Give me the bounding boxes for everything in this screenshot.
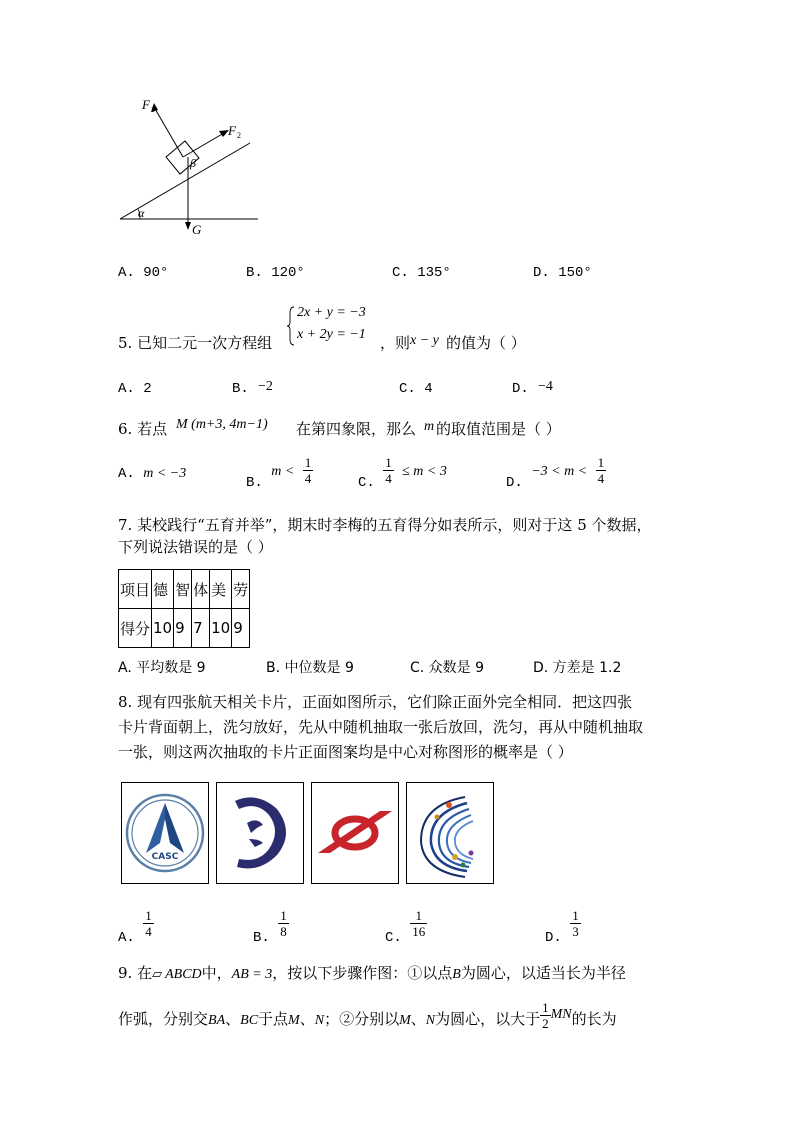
q8-option-d[interactable] (545, 908, 581, 947)
denominator: 4 (145, 924, 152, 939)
q4-option-a[interactable]: A. 90° (118, 265, 169, 281)
q8-option-b-label: B. (253, 930, 270, 947)
q9-line1 (118, 962, 626, 983)
force-diagram (110, 95, 270, 245)
q4-option-c[interactable]: C. 135° (392, 265, 451, 281)
q8-line1: 8. 现有四张航天相关卡片，正面如图所示，它们除正面外完全相同．把这四张 (118, 693, 633, 711)
table-cell: 7 (192, 609, 210, 648)
q9-m2: M (399, 1012, 411, 1028)
q9-point-b: B (452, 967, 461, 982)
q9-mn: MN (550, 1006, 572, 1022)
numerator: 1 (542, 1000, 549, 1015)
q6-option-b-label: B. (246, 475, 263, 492)
q5-option-c[interactable]: C. 4 (399, 381, 433, 397)
table-header-cell: 劳 (232, 570, 250, 609)
label-f2-sub: 2 (237, 131, 241, 140)
table-cell: 得分 (119, 609, 152, 648)
q9-half-frac (540, 1000, 551, 1031)
numerator: 1 (385, 455, 392, 470)
table-header-cell: 美 (210, 570, 232, 609)
q6-prefix: 6. 若点 (118, 420, 168, 438)
q9-l1-d: 为圆心，以适当长为半径 (460, 964, 626, 982)
label-alpha: α (138, 206, 145, 220)
denominator: 4 (597, 471, 605, 486)
table-header-cell: 智 (174, 570, 192, 609)
q9-n2: N (425, 1012, 436, 1028)
scores-table (118, 569, 250, 648)
q8-option-a[interactable] (118, 908, 154, 947)
orbits-logo-icon (407, 783, 493, 883)
q9-l1-b: 中， (201, 964, 232, 982)
q5-option-d-label[interactable]: D. (512, 381, 529, 397)
q8-option-c-label: C. (385, 930, 402, 947)
numerator: 1 (280, 908, 287, 923)
q9-l1-a: 9. 在 (118, 964, 153, 982)
q9-l2-g: 为圆心，以大于 (435, 1009, 541, 1028)
table-header-cell: 德 (152, 570, 174, 609)
q6-option-d[interactable] (506, 455, 606, 492)
q7-line1: 7. 某校践行“五育并举”，期末时李梅的五育得分如表所示，则对于这 5 个数据， (118, 516, 652, 534)
q9-l1-c: ，按以下步骤作图：①以点 (272, 964, 453, 982)
label-f1-sub: 1 (151, 105, 155, 114)
denominator: 16 (412, 924, 426, 939)
q9-l2-a: 作弧，分别交 (118, 1009, 209, 1028)
q5-option-a[interactable]: A. 2 (118, 381, 152, 397)
table-header-cell: 体 (192, 570, 210, 609)
denominator: 8 (280, 924, 287, 939)
numerator: 1 (572, 908, 579, 923)
q8-option-a-label: A. (118, 930, 135, 947)
q6-var: m (424, 419, 435, 434)
q8-option-d-frac (570, 908, 581, 939)
brace-icon (287, 305, 295, 347)
q6-option-a-expr: m < −3 (143, 466, 187, 481)
denominator: 2 (542, 1016, 549, 1031)
q6-option-d-label: D. (506, 475, 523, 492)
q8-line2: 卡片背面朝上，洗匀放好，先从中随机抽取一张后放回，洗匀，再从中随机抽取 (118, 718, 644, 736)
q5-option-d-value: −4 (538, 379, 553, 394)
q7-line2: 下列说法错误的是（ ） (118, 538, 273, 556)
card-orbits (406, 782, 494, 884)
label-beta: β (190, 156, 196, 170)
q6-suffix: 的取值范围是（ ） (436, 420, 561, 438)
q6-option-b-pre: m < (271, 464, 295, 480)
q9-ab: AB = 3 (231, 967, 273, 982)
q8-line3: 一张，则这两次抽取的卡片正面图案均是中心对称图形的概率是（ ） (118, 743, 573, 761)
q6-option-b[interactable] (246, 455, 313, 492)
q8-option-a-frac (143, 908, 154, 939)
q5-option-b-value: −2 (258, 379, 273, 394)
q6-option-c-label: C. (358, 475, 375, 492)
table-header-cell: 项目 (119, 570, 152, 609)
q9-line2 (118, 1000, 617, 1031)
q6-option-a-label: A. (118, 466, 135, 482)
q7-option-b[interactable]: B. 中位数是 9 (266, 660, 354, 676)
q9-n: N (314, 1012, 325, 1028)
q8-option-c-frac (410, 908, 427, 939)
q6-option-c[interactable] (358, 455, 447, 492)
q5-expr: x − y (410, 333, 439, 348)
q8-option-c[interactable] (385, 908, 427, 947)
card-red-zero (311, 782, 399, 884)
q6-option-a[interactable] (118, 466, 186, 482)
q5-system (287, 305, 379, 347)
table-cell: 10 (152, 609, 174, 648)
q6-point: M (m+3, 4m−1) (176, 417, 268, 432)
q9-l2-f: 、 (410, 1009, 426, 1028)
q7-option-d[interactable]: D. 方差是 1.2 (533, 660, 622, 676)
numerator: 1 (597, 455, 605, 470)
table-cell: 9 (174, 609, 192, 648)
card-casc (121, 782, 209, 884)
q8-option-b[interactable] (253, 908, 289, 947)
q7-option-a[interactable]: A. 平均数是 9 (118, 660, 206, 676)
card-swirl (216, 782, 304, 884)
q5-option-b-label[interactable]: B. (232, 381, 249, 397)
q7-option-c[interactable]: C. 众数是 9 (410, 660, 485, 676)
casc-text: CASC (151, 852, 179, 862)
q5-prefix: 5. 已知二元一次方程组 (118, 334, 273, 352)
table-cell: 10 (210, 609, 232, 648)
q9-l2-h: 的长为 (571, 1009, 617, 1028)
table-row (119, 609, 250, 648)
q4-option-b[interactable]: B. 120° (246, 265, 305, 281)
q9-abcd: ABCD (165, 967, 202, 982)
numerator: 1 (304, 455, 312, 470)
q9-l2-e: ；②分别以 (324, 1009, 400, 1028)
q6-option-d-frac (596, 455, 607, 486)
denominator: 4 (304, 471, 312, 486)
q9-m: M (288, 1012, 300, 1028)
casc-logo-icon (122, 783, 208, 883)
q6-mid: 在第四象限，那么 (296, 420, 417, 438)
q6-option-c-post: ≤ m < 3 (402, 464, 447, 480)
q5-eq2: x + 2y = −1 (297, 327, 366, 342)
q6-option-b-frac (303, 455, 314, 486)
q5-suffix: 的值为（ ） (446, 334, 526, 352)
q8-option-b-frac (278, 908, 289, 939)
label-g: G (192, 222, 202, 237)
q9-l2-d: 、 (299, 1009, 315, 1028)
q9-bc: BC (240, 1012, 259, 1028)
q5-mid: ，则 (380, 334, 411, 352)
q6-option-d-pre: −3 < m < (531, 464, 588, 480)
numerator: 1 (145, 908, 152, 923)
q6-option-c-frac (383, 455, 394, 486)
numerator: 1 (410, 908, 427, 924)
table-cell: 9 (232, 609, 250, 648)
label-f2: F (228, 123, 236, 138)
parallelogram-icon: ▱ (152, 967, 163, 982)
q5-eq1: 2x + y = −3 (297, 305, 366, 320)
q9-l2-b: 、 (225, 1009, 241, 1028)
denominator: 3 (572, 924, 579, 939)
table-header-row (119, 570, 250, 609)
q9-l2-c: 于点 (258, 1009, 289, 1028)
label-f1: F (142, 97, 150, 112)
q9-ba: BA (208, 1012, 226, 1028)
q8-option-d-label: D. (545, 930, 562, 947)
red-ellipse-logo-icon (312, 783, 398, 883)
swirl-logo-icon (217, 783, 303, 883)
q4-option-d[interactable]: D. 150° (533, 265, 592, 281)
denominator: 4 (385, 471, 392, 486)
